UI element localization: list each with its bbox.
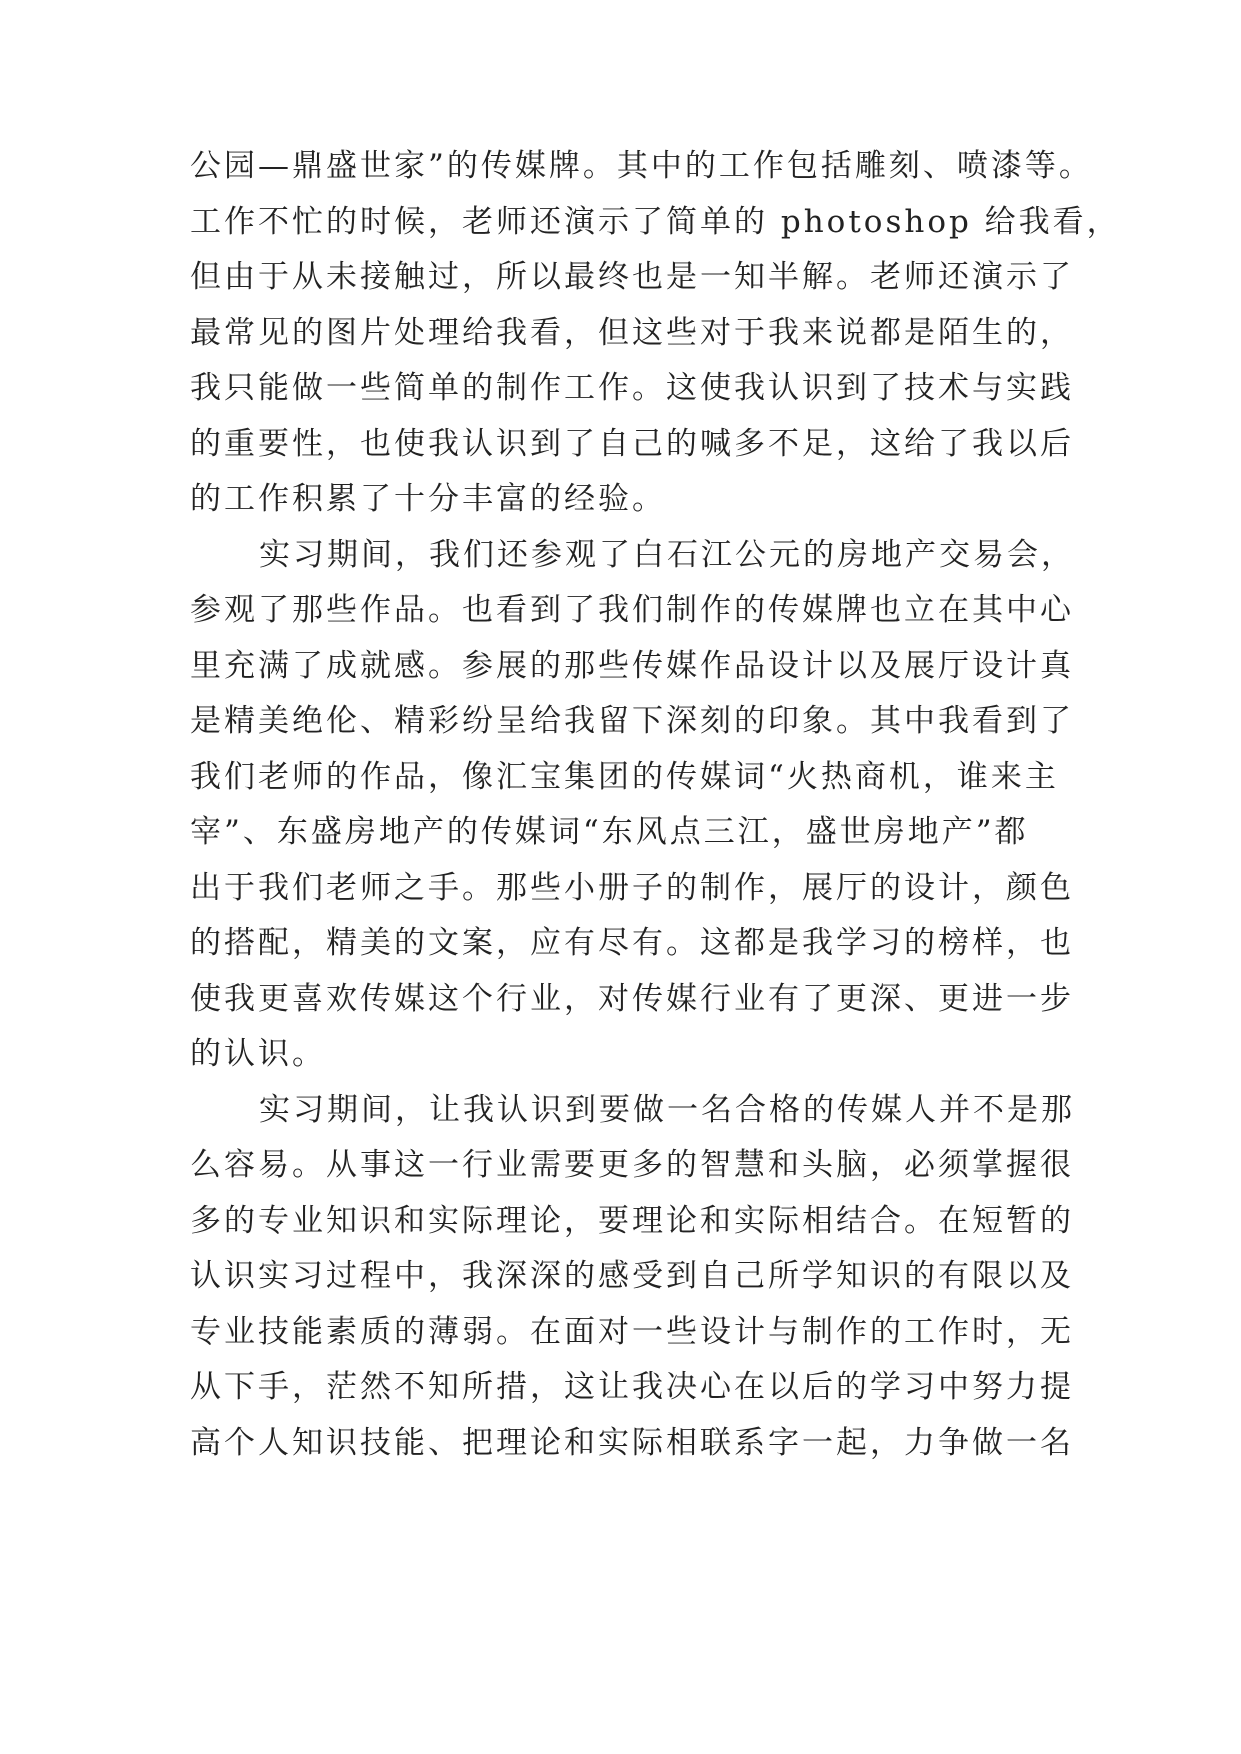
paragraph-3-line-5: 专业技能素质的薄弱。在面对一些设计与制作的工作时，无 xyxy=(190,1314,1074,1350)
paragraph-3-line-7: 高个人知识技能、把理论和实际相联系字一起，力争做一名 xyxy=(190,1425,1074,1461)
paragraph-2-line-8: 的搭配，精美的文案，应有尽有。这都是我学习的榜样，也 xyxy=(190,925,1074,961)
paragraph-1-line-4: 最常见的图片处理给我看，但这些对于我来说都是陌生的， xyxy=(190,315,1074,351)
paragraph-1-line-3: 但由于从未接触过，所以最终也是一知半解。老师还演示了 xyxy=(190,259,1074,295)
paragraph-1-line-6: 的重要性，也使我认识到了自己的喊多不足，这给了我以后 xyxy=(190,426,1074,462)
paragraph-1-line-5: 我只能做一些简单的制作工作。这使我认识到了技术与实践 xyxy=(190,370,1074,406)
paragraph-3-line-2: 么容易。从事这一行业需要更多的智慧和头脑，必须掌握很 xyxy=(190,1147,1074,1183)
paragraph-2-line-4: 是精美绝伦、精彩纷呈给我留下深刻的印象。其中我看到了 xyxy=(190,703,1074,739)
paragraph-2-line-1: 实习期间，我们还参观了白石江公元的房地产交易会， xyxy=(259,537,1075,573)
paragraph-2-line-3: 里充满了成就感。参展的那些传媒作品设计以及展厅设计真 xyxy=(190,648,1074,684)
paragraph-1-line-7: 的工作积累了十分丰富的经验。 xyxy=(190,481,666,517)
paragraph-2-line-7: 出于我们老师之手。那些小册子的制作，展厅的设计，颜色 xyxy=(190,870,1074,906)
paragraph-2-line-5: 我们老师的作品，像汇宝集团的传媒词“火热商机，谁来主 xyxy=(190,759,1059,795)
paragraph-2-line-9: 使我更喜欢传媒这个行业，对传媒行业有了更深、更进一步 xyxy=(190,981,1074,1017)
paragraph-2-line-10: 的认识。 xyxy=(190,1036,326,1072)
paragraph-1-line-2: 工作不忙的时候，老师还演示了简单的 photoshop 给我看， xyxy=(190,204,1121,240)
paragraph-3-line-3: 多的专业知识和实际理论，要理论和实际相结合。在短暂的 xyxy=(190,1203,1074,1239)
paragraph-1-line-1: 公园—鼎盛世家”的传媒牌。其中的工作包括雕刻、喷漆等。 xyxy=(190,148,1093,184)
paragraph-3-line-1: 实习期间，让我认识到要做一名合格的传媒人并不是那 xyxy=(259,1092,1075,1128)
paragraph-3-line-6: 从下手，茫然不知所措，这让我决心在以后的学习中努力提 xyxy=(190,1369,1074,1405)
paragraph-3-line-4: 认识实习过程中，我深深的感受到自己所学知识的有限以及 xyxy=(190,1258,1074,1294)
paragraph-2-line-6: 宰”、东盛房地产的传媒词“东风点三江，盛世房地产”都 xyxy=(190,814,1029,850)
paragraph-2-line-2: 参观了那些作品。也看到了我们制作的传媒牌也立在其中心 xyxy=(190,592,1074,628)
